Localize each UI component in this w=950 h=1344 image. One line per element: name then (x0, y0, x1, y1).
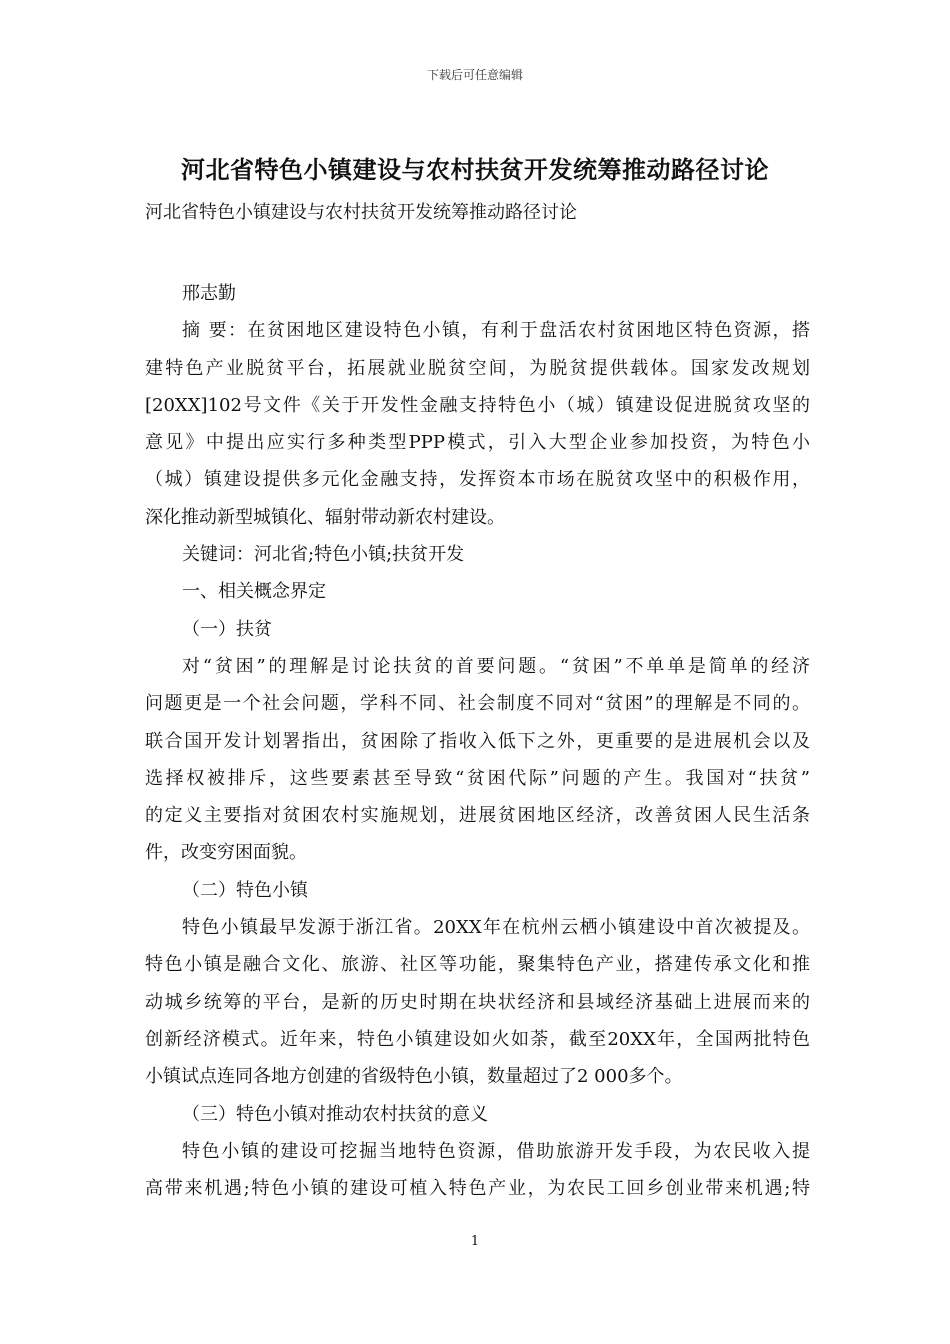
document-body (145, 198, 810, 1207)
body-line: 特色小镇是融合文化、旅游、社区等功能，聚集特色产业，搭建传承文化和推 (145, 954, 810, 976)
page-header-note: 下载后可任意编辑 (426, 68, 523, 82)
abstract-line: [20XX]102号文件《关于开发性金融支持特色小（城）镇建设促进脱贫攻坚的 (145, 394, 810, 416)
abstract-line: 摘 要：在贫困地区建设特色小镇，有利于盘活农村贫困地区特色资源，搭 (182, 320, 810, 342)
subsection-heading: （一）扶贫 (182, 618, 272, 640)
body-line: 创新经济模式。近年来，特色小镇建设如火如荼，截至20XX年，全国两批特色 (145, 1028, 810, 1050)
body-line: 小镇试点连同各地方创建的省级特色小镇，数量超过了2 000多个。 (145, 1066, 683, 1088)
subsection-heading: （二）特色小镇 (182, 879, 308, 901)
body-line: 特色小镇最早发源于浙江省。20XX年在杭州云栖小镇建设中首次被提及。 (182, 917, 810, 939)
body-line: 对“贫困”的理解是讨论扶贫的首要问题。“贫困”不单单是简单的经济 (182, 655, 810, 677)
body-line: 高带来机遇;特色小镇的建设可植入特色产业，为农民工回乡创业带来机遇;特 (145, 1178, 810, 1200)
document-subtitle: 河北省特色小镇建设与农村扶贫开发统筹推动路径讨论 (145, 202, 577, 223)
body-line: 联合国开发计划署指出，贫困除了指收入低下之外，更重要的是进展机会以及 (145, 730, 810, 752)
abstract-line: 深化推动新型城镇化、辐射带动新农村建设。 (145, 506, 505, 528)
author-name: 邢志勤 (182, 283, 236, 304)
section-heading: 一、相关概念界定 (182, 581, 326, 603)
abstract-line: （城）镇建设提供多元化金融支持，发挥资本市场在脱贫攻坚中的积极作用， (145, 469, 810, 491)
abstract-line: 建特色产业脱贫平台，拓展就业脱贫空间，为脱贫提供载体。国家发改规划 (145, 357, 810, 379)
body-line: 的定义主要指对贫困农村实施规划，进展贫困地区经济，改善贫困人民生活条 (145, 805, 810, 827)
body-line: 选择权被排斥，这些要素甚至导致“贫困代际”问题的产生。我国对“扶贫” (145, 767, 810, 789)
body-line: 件，改变穷困面貌。 (145, 842, 307, 864)
document-title: 河北省特色小镇建设与农村扶贫开发统筹推动路径讨论 (181, 155, 769, 184)
subsection-heading: （三）特色小镇对推动农村扶贫的意义 (182, 1103, 488, 1125)
body-line: 特色小镇的建设可挖掘当地特色资源，借助旅游开发手段，为农民收入提 (182, 1140, 810, 1162)
body-line: 问题更是一个社会问题，学科不同、社会制度不同对“贫困”的理解是不同的。 (145, 693, 810, 715)
page-number: 1 (470, 1234, 480, 1249)
keywords-line: 关键词：河北省;特色小镇;扶贫开发 (182, 544, 465, 566)
abstract-line: 意见》中提出应实行多种类型PPP模式，引入大型企业参加投资，为特色小 (145, 432, 810, 454)
body-line: 动城乡统筹的平台，是新的历史时期在块状经济和县域经济基础上进展而来的 (145, 991, 810, 1013)
